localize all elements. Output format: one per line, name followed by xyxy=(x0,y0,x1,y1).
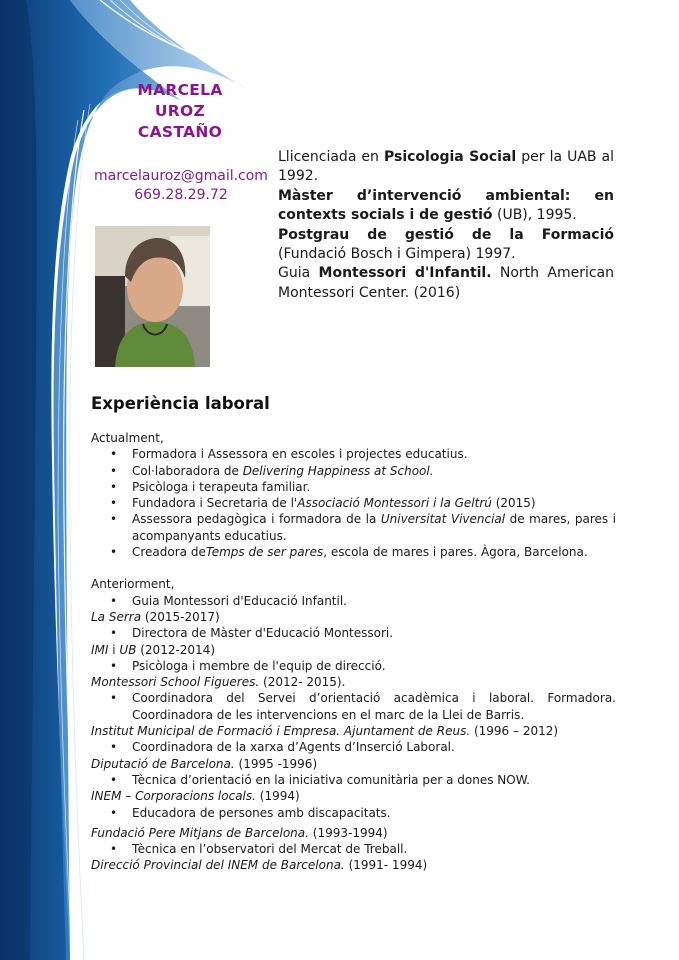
list-item: • Educadora de persones amb discapacitats. xyxy=(91,805,616,821)
education-section xyxy=(278,148,614,303)
contact-info xyxy=(86,167,276,205)
organization: Fundació Pere Mitjans de Barcelona. (1993-1994) xyxy=(91,825,388,840)
email[interactable]: marcelauroz@gmail.com xyxy=(94,168,268,184)
list-item: • Coordinadora de la xarxa d’Agents d’Inserció Laboral. xyxy=(91,739,616,755)
education-item: Postgrau de gestió de la Formació (Fundació Bosch i Gimpera) 1997. xyxy=(278,226,614,263)
education-item: Llicenciada en Psicologia Social per la UAB al 1992. xyxy=(278,149,615,185)
list-item: • Guia Montessori d'Educació Infantil. xyxy=(91,593,616,609)
organization: INEM – Corporacions locals. (1994) xyxy=(91,789,300,804)
phone: 669.28.29.72 xyxy=(134,187,228,203)
list-item: • Psicòloga i terapeuta familiar. xyxy=(91,479,616,495)
list-item: • Col·laboradora de Delivering Happiness at School. xyxy=(91,463,616,479)
list-item: • Formadora i Assessora en escoles i projectes educatius. xyxy=(91,446,616,462)
list-item: • Assessora pedagògica i formadora de la Universitat Vivencial de mares, pares i acompanyants educatius. xyxy=(91,511,616,544)
experience-heading: Experiència laboral xyxy=(91,394,270,413)
organization: La Serra (2015-2017) xyxy=(91,609,220,624)
list-item: • Directora de Màster d'Educació Montessori. xyxy=(91,625,616,641)
organization: Diputació de Barcelona. (1995 -1996) xyxy=(91,756,318,771)
previous-label: Anteriorment, xyxy=(91,577,175,592)
name-line-3: CASTAÑO xyxy=(137,123,223,141)
education-item: Guia Montessori d'Infantil. North American Montessori Center. (2016) xyxy=(278,265,614,301)
list-item: • Coordinadora del Servei d’orientació acadèmica i laboral. Formadora. Coordinadora de les intervencions en el marc de la Llei de Barris. xyxy=(91,690,616,723)
person-name xyxy=(100,80,260,143)
education-item: Màster d’intervenció ambiental: en contexts socials i de gestió (UB), 1995. xyxy=(278,187,614,224)
profile-photo xyxy=(95,226,210,367)
organization: Montessori School Figueres. (2012- 2015). xyxy=(91,675,346,690)
current-label: Actualment, xyxy=(91,431,164,445)
organization: IMI i UB (2012-2014) xyxy=(91,642,216,657)
list-item: • Creadora deTemps de ser pares, escola de mares i pares. Àgora, Barcelona. xyxy=(91,544,616,560)
list-item: • Tècnica d’orientació en la iniciativa comunitària per a dones NOW. xyxy=(91,772,616,788)
name-line-2: UROZ xyxy=(154,102,206,120)
organization: Direcció Provincial del INEM de Barcelona. (1991- 1994) xyxy=(91,858,428,873)
organization: Institut Municipal de Formació i Empresa. Ajuntament de Reus. (1996 – 2012) xyxy=(91,724,559,739)
name-line-1: MARCELA xyxy=(137,81,223,99)
list-item: • Tècnica en l’observatori del Mercat de Treball. xyxy=(91,841,616,857)
list-item: • Fundadora i Secretaria de l'Associació Montessori i la Geltrú (2015) xyxy=(91,495,616,511)
list-item: • Psicòloga i membre de l'equip de direcció. xyxy=(91,658,616,674)
experience-section xyxy=(91,430,616,874)
current-list xyxy=(91,446,616,560)
